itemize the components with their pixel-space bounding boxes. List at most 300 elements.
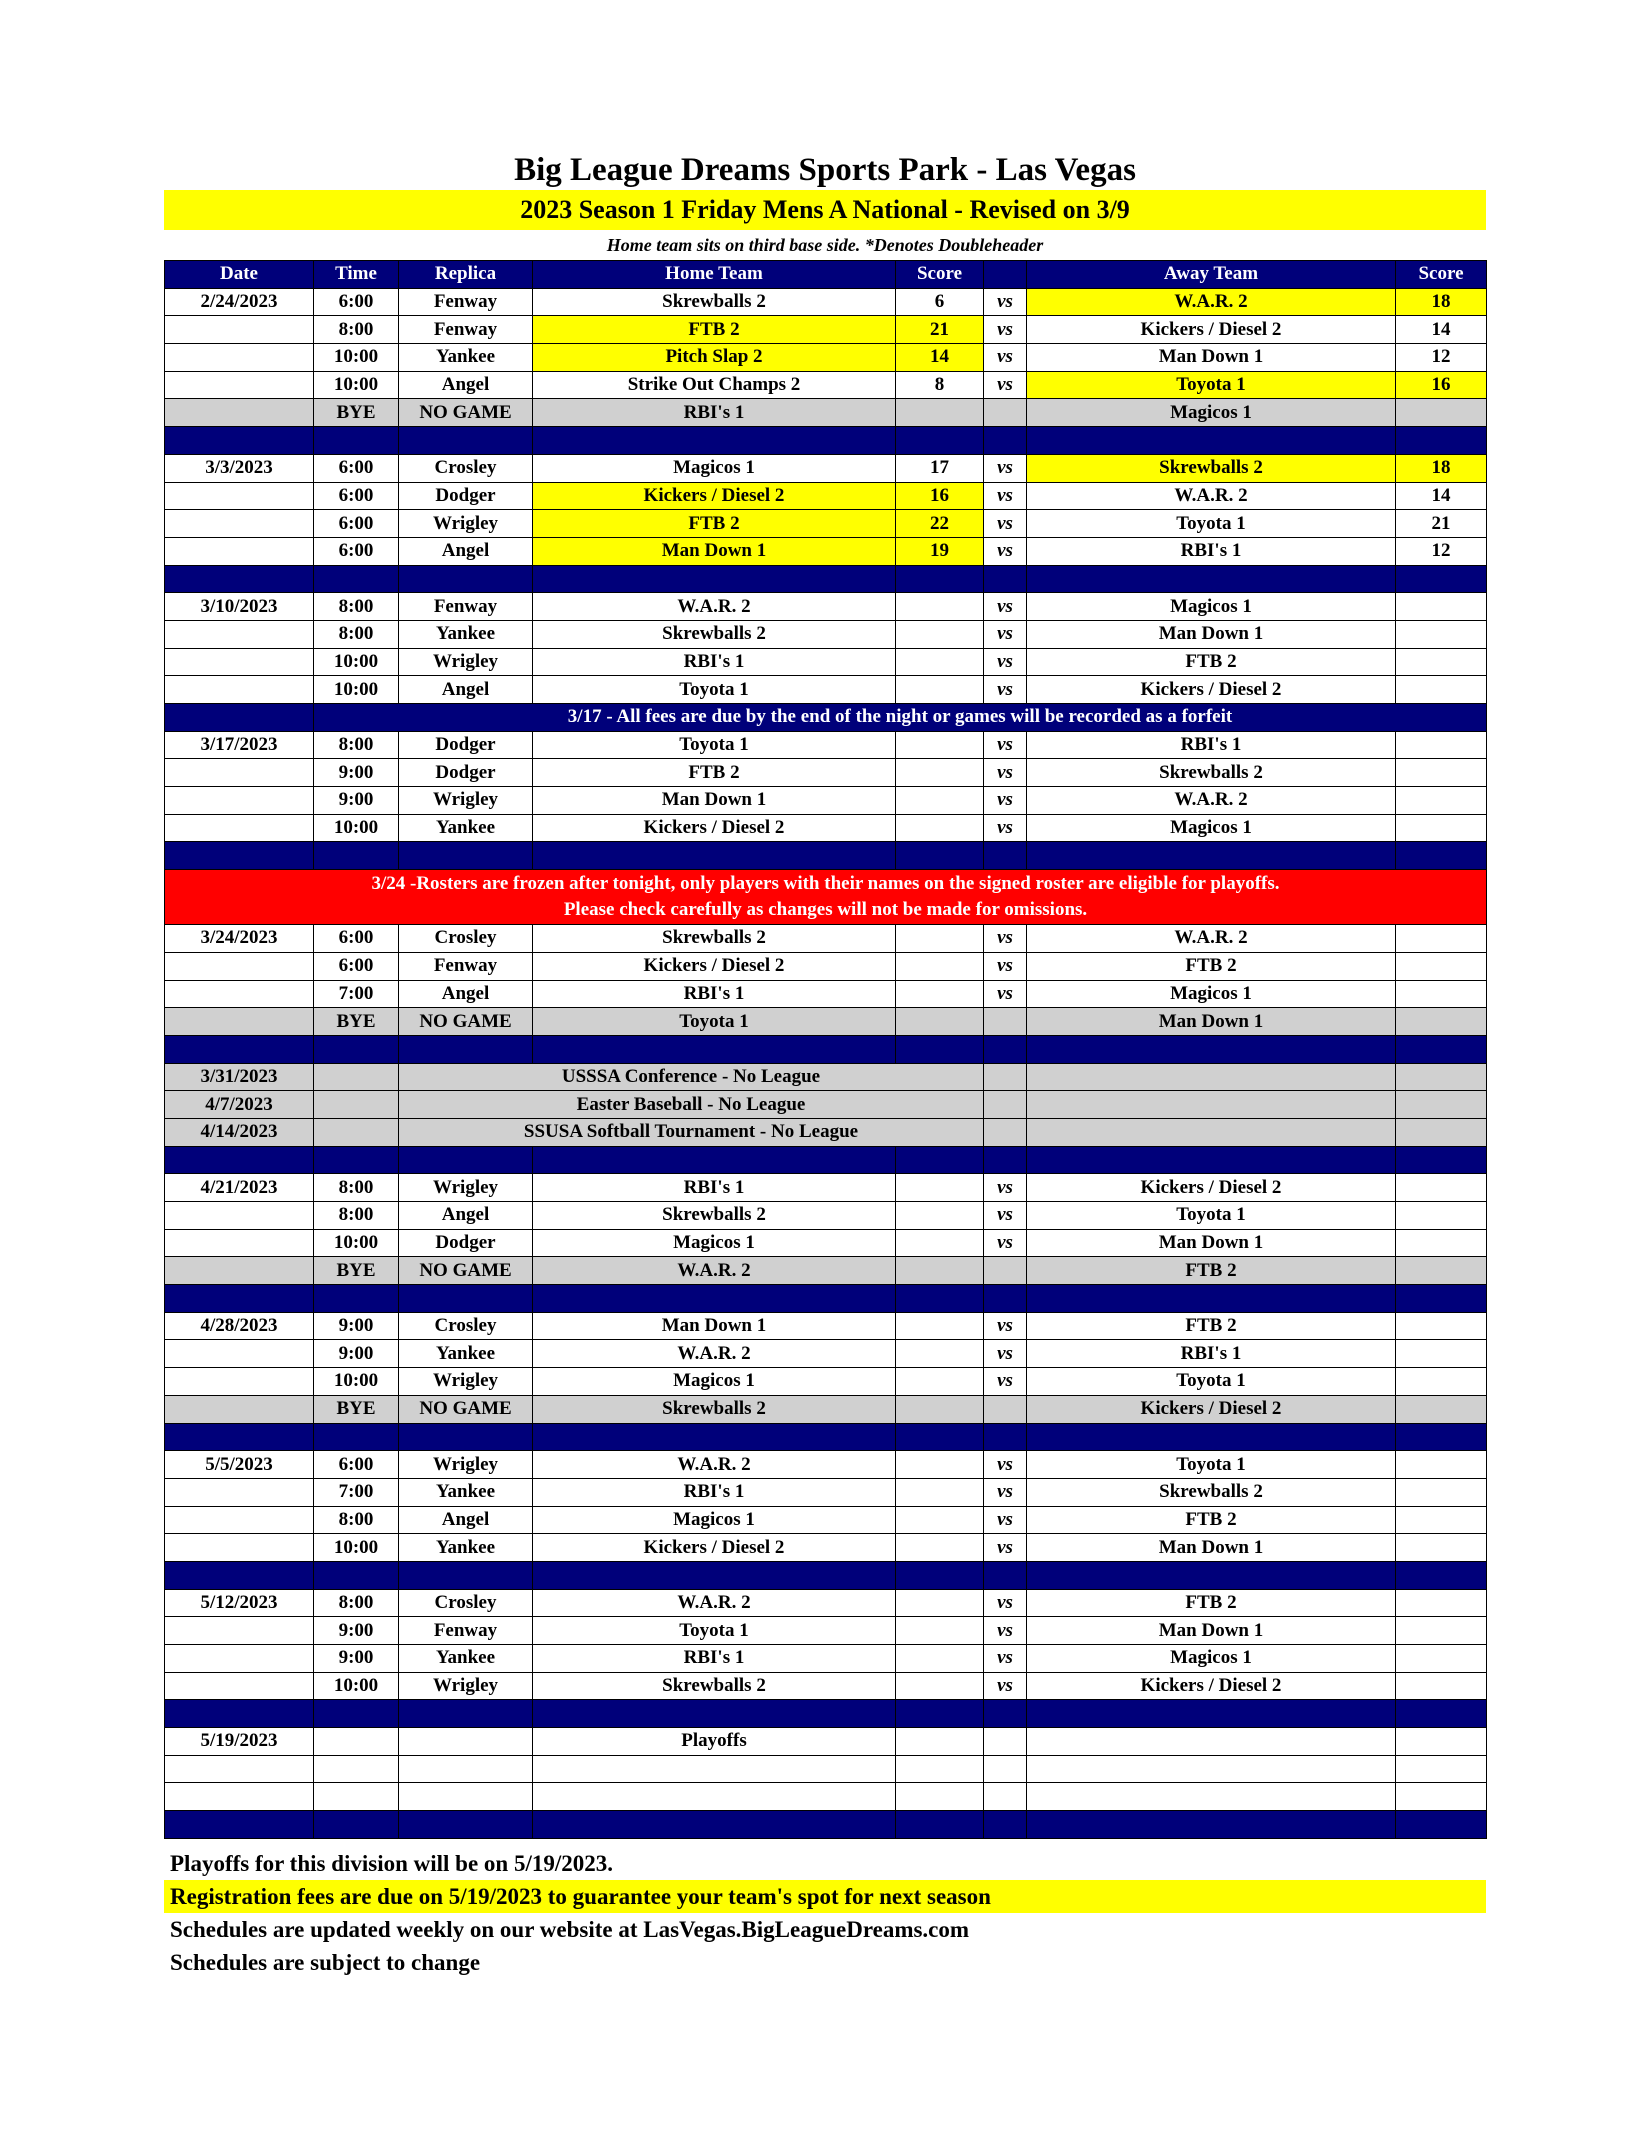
separator-cell [1396, 1811, 1487, 1839]
game-row [165, 537, 1487, 565]
away-score-cell: 14 [1396, 316, 1487, 344]
separator-cell [533, 1811, 896, 1839]
home-team-cell: Skrewballs 2 [533, 288, 896, 316]
replica-field-cell: Fenway [399, 593, 533, 621]
roster-freeze-notice-row [165, 870, 1487, 925]
date-cell: 5/5/2023 [165, 1451, 314, 1479]
home-score-cell [896, 814, 984, 842]
replica-field-cell: Fenway [399, 316, 533, 344]
game-row [165, 648, 1487, 676]
away-score-cell [1396, 1617, 1487, 1645]
game-row [165, 1312, 1487, 1340]
home-team-cell: RBI's 1 [533, 1174, 896, 1202]
away-team-cell: Kickers / Diesel 2 [1027, 316, 1396, 344]
home-team-cell: W.A.R. 2 [533, 593, 896, 621]
game-row [165, 371, 1487, 399]
page-subtitle: 2023 Season 1 Friday Mens A National - Revised on 3/9 [164, 190, 1486, 230]
away-score-cell [1396, 1257, 1487, 1285]
separator-cell [314, 842, 399, 870]
replica-field-cell: Yankee [399, 344, 533, 372]
separator-cell [984, 1035, 1027, 1063]
replica-field-cell: Fenway [399, 1617, 533, 1645]
date-cell [165, 1672, 314, 1700]
separator-cell [896, 1700, 984, 1728]
home-team-cell: Toyota 1 [533, 731, 896, 759]
time-cell: 8:00 [314, 593, 399, 621]
home-score-cell [896, 787, 984, 815]
separator-cell [984, 1423, 1027, 1451]
home-score-cell [896, 676, 984, 704]
game-row [165, 676, 1487, 704]
home-team-cell: RBI's 1 [533, 1645, 896, 1673]
date-cell: 4/7/2023 [165, 1091, 314, 1119]
separator-cell [896, 1285, 984, 1313]
away-score-cell [1396, 1451, 1487, 1479]
home-team-cell: RBI's 1 [533, 648, 896, 676]
date-cell [165, 344, 314, 372]
game-row [165, 593, 1487, 621]
separator-cell [314, 1146, 399, 1174]
home-score-cell: 22 [896, 510, 984, 538]
separator-cell [533, 427, 896, 455]
separator-cell [1396, 565, 1487, 593]
vs-cell: vs [984, 676, 1027, 704]
replica-field-cell: Wrigley [399, 1368, 533, 1396]
home-team-cell: Magicos 1 [533, 1229, 896, 1257]
vs-cell: vs [984, 787, 1027, 815]
vs-cell: vs [984, 1202, 1027, 1230]
home-team-cell: FTB 2 [533, 759, 896, 787]
vs-cell [984, 1063, 1027, 1091]
game-row [165, 759, 1487, 787]
home-score-cell [896, 1008, 984, 1036]
home-score-cell [896, 1174, 984, 1202]
away-score-cell [1396, 731, 1487, 759]
vs-cell [984, 1091, 1027, 1119]
date-cell [165, 482, 314, 510]
fee-notice-text: 3/17 - All fees are due by the end of the night or games will be recorded as a forfeit [314, 704, 1487, 732]
vs-cell: vs [984, 1368, 1027, 1396]
no-league-row [165, 1091, 1487, 1119]
replica-field-cell: Wrigley [399, 787, 533, 815]
date-cell [165, 537, 314, 565]
home-score-cell [896, 1451, 984, 1479]
away-score-cell [1396, 399, 1487, 427]
date-cell [165, 1534, 314, 1562]
separator-cell [1027, 1561, 1396, 1589]
away-score-cell: 12 [1396, 344, 1487, 372]
week-separator [165, 842, 1487, 870]
separator-cell [984, 565, 1027, 593]
date-cell [165, 980, 314, 1008]
vs-cell: vs [984, 1645, 1027, 1673]
time-cell [314, 1091, 399, 1119]
time-cell: BYE [314, 1257, 399, 1285]
separator-cell [896, 1811, 984, 1839]
away-score-cell [1396, 1229, 1487, 1257]
home-score-cell [896, 980, 984, 1008]
home-team-cell [533, 1755, 896, 1783]
time-cell: 8:00 [314, 1174, 399, 1202]
separator-cell [399, 1285, 533, 1313]
away-score-cell: 18 [1396, 288, 1487, 316]
page-title: Big League Dreams Sports Park - Las Vegas [514, 152, 1136, 188]
away-team-cell: Kickers / Diesel 2 [1027, 1672, 1396, 1700]
away-team-cell: Man Down 1 [1027, 620, 1396, 648]
time-cell: 9:00 [314, 787, 399, 815]
home-score-cell: 19 [896, 537, 984, 565]
away-team-cell: W.A.R. 2 [1027, 925, 1396, 953]
separator-cell [165, 1811, 314, 1839]
bye-row [165, 1257, 1487, 1285]
vs-cell: vs [984, 1174, 1027, 1202]
away-score-cell [1396, 1783, 1487, 1811]
separator-cell [399, 1035, 533, 1063]
date-cell: 3/10/2023 [165, 593, 314, 621]
away-score-cell [1396, 925, 1487, 953]
time-cell: 6:00 [314, 482, 399, 510]
replica-field-cell: Wrigley [399, 1672, 533, 1700]
away-score-cell: 21 [1396, 510, 1487, 538]
vs-cell: vs [984, 1229, 1027, 1257]
separator-cell [896, 1561, 984, 1589]
footer-change-note: Schedules are subject to change [170, 1949, 481, 1975]
vs-cell: vs [984, 316, 1027, 344]
away-team-cell: Toyota 1 [1027, 1451, 1396, 1479]
col-header-vs [984, 261, 1027, 289]
away-score-cell [1396, 620, 1487, 648]
away-score-cell [1396, 1174, 1487, 1202]
away-score-cell: 14 [1396, 482, 1487, 510]
home-team-cell: Magicos 1 [533, 1506, 896, 1534]
replica-field-cell: Yankee [399, 1645, 533, 1673]
time-cell [314, 1755, 399, 1783]
replica-field-cell: Yankee [399, 620, 533, 648]
replica-field-cell: Fenway [399, 952, 533, 980]
separator-cell [165, 1561, 314, 1589]
home-score-cell: 21 [896, 316, 984, 344]
separator-cell [314, 565, 399, 593]
home-team-cell: FTB 2 [533, 316, 896, 344]
home-team-cell: W.A.R. 2 [533, 1257, 896, 1285]
separator-cell [984, 1285, 1027, 1313]
away-team-cell: Toyota 1 [1027, 510, 1396, 538]
vs-cell: vs [984, 344, 1027, 372]
separator-cell [165, 427, 314, 455]
home-team-cell: W.A.R. 2 [533, 1451, 896, 1479]
bye-row [165, 1008, 1487, 1036]
replica-field-cell: Dodger [399, 1229, 533, 1257]
away-team-cell: Magicos 1 [1027, 1645, 1396, 1673]
game-row [165, 620, 1487, 648]
time-cell: 10:00 [314, 1368, 399, 1396]
home-team-cell: W.A.R. 2 [533, 1340, 896, 1368]
vs-cell: vs [984, 1617, 1027, 1645]
away-score-cell [1396, 787, 1487, 815]
date-cell [165, 316, 314, 344]
separator-cell [896, 427, 984, 455]
separator-cell [399, 565, 533, 593]
separator-cell [533, 1423, 896, 1451]
time-cell: 9:00 [314, 759, 399, 787]
time-cell: 9:00 [314, 1617, 399, 1645]
col-header-home-score: Score [896, 261, 984, 289]
week-separator [165, 1811, 1487, 1839]
away-team-cell: Magicos 1 [1027, 593, 1396, 621]
separator-cell [314, 1285, 399, 1313]
game-row [165, 1506, 1487, 1534]
separator-cell [1396, 427, 1487, 455]
game-row [165, 482, 1487, 510]
away-team-cell [1027, 1755, 1396, 1783]
away-team-cell: FTB 2 [1027, 1257, 1396, 1285]
separator-cell [1396, 1146, 1487, 1174]
game-row [165, 1783, 1487, 1811]
home-score-cell [896, 1368, 984, 1396]
game-row [165, 1589, 1487, 1617]
replica-field-cell: NO GAME [399, 1008, 533, 1036]
replica-field-cell [399, 1755, 533, 1783]
home-team-cell: Skrewballs 2 [533, 925, 896, 953]
away-score-cell [1396, 1534, 1487, 1562]
home-team-cell: RBI's 1 [533, 980, 896, 1008]
separator-cell [1027, 1423, 1396, 1451]
home-score-cell [896, 1645, 984, 1673]
time-cell: 10:00 [314, 1672, 399, 1700]
separator-cell [984, 1700, 1027, 1728]
vs-cell [984, 1783, 1027, 1811]
home-team-cell: Pitch Slap 2 [533, 344, 896, 372]
away-score-cell [1396, 1395, 1487, 1423]
footer-website-note: Schedules are updated weekly on our website at LasVegas.BigLeagueDreams.com [170, 1916, 970, 1942]
separator-cell [314, 427, 399, 455]
vs-cell: vs [984, 1451, 1027, 1479]
away-score-cell [1396, 1755, 1487, 1783]
away-score-cell [1396, 1312, 1487, 1340]
date-cell [165, 1257, 314, 1285]
date-cell [165, 1368, 314, 1396]
vs-cell: vs [984, 980, 1027, 1008]
replica-field-cell: Yankee [399, 1534, 533, 1562]
home-score-cell [896, 399, 984, 427]
away-score-cell [1396, 1202, 1487, 1230]
vs-cell: vs [984, 1506, 1027, 1534]
away-score-cell [1396, 1368, 1487, 1396]
vs-cell [984, 1008, 1027, 1036]
home-score-cell [896, 952, 984, 980]
home-team-cell: FTB 2 [533, 510, 896, 538]
replica-field-cell: Wrigley [399, 1451, 533, 1479]
replica-field-cell [399, 1783, 533, 1811]
date-cell [165, 620, 314, 648]
time-cell: 8:00 [314, 1589, 399, 1617]
separator-cell [165, 1146, 314, 1174]
time-cell: 8:00 [314, 316, 399, 344]
home-score-cell [896, 1672, 984, 1700]
replica-field-cell: Wrigley [399, 648, 533, 676]
away-score-cell [1396, 593, 1487, 621]
home-team-cell: Man Down 1 [533, 537, 896, 565]
separator-cell [399, 1700, 533, 1728]
away-score-cell [1396, 1672, 1487, 1700]
vs-cell: vs [984, 593, 1027, 621]
game-row [165, 510, 1487, 538]
away-team-cell: FTB 2 [1027, 1312, 1396, 1340]
away-score-cell [1396, 1506, 1487, 1534]
away-team-cell: Man Down 1 [1027, 1534, 1396, 1562]
time-cell: 6:00 [314, 925, 399, 953]
separator-cell [896, 565, 984, 593]
vs-cell [984, 1118, 1027, 1146]
away-score-cell [1396, 814, 1487, 842]
banner-spacer [165, 704, 314, 732]
home-team-cell: Kickers / Diesel 2 [533, 482, 896, 510]
bye-row [165, 399, 1487, 427]
home-score-cell [896, 1728, 984, 1756]
date-cell [165, 1395, 314, 1423]
vs-cell [984, 1257, 1027, 1285]
away-team-cell [1027, 1063, 1396, 1091]
away-team-cell: FTB 2 [1027, 1506, 1396, 1534]
home-team-cell: Magicos 1 [533, 454, 896, 482]
away-score-cell: 18 [1396, 454, 1487, 482]
separator-cell [314, 1561, 399, 1589]
game-row [165, 814, 1487, 842]
col-header-home-team: Home Team [533, 261, 896, 289]
home-score-cell [896, 620, 984, 648]
replica-field-cell: NO GAME [399, 1395, 533, 1423]
separator-cell [533, 1146, 896, 1174]
home-score-cell [896, 1589, 984, 1617]
away-score-cell [1396, 676, 1487, 704]
vs-cell: vs [984, 1589, 1027, 1617]
roster-freeze-line-1: 3/24 -Rosters are frozen after tonight, only players with their names on the signed roster are eligible for playoffs. [371, 873, 1280, 895]
separator-cell [533, 842, 896, 870]
replica-field-cell: Crosley [399, 454, 533, 482]
game-row [165, 288, 1487, 316]
replica-field-cell: NO GAME [399, 1257, 533, 1285]
away-team-cell: Man Down 1 [1027, 1008, 1396, 1036]
replica-field-cell: NO GAME [399, 399, 533, 427]
separator-cell [896, 842, 984, 870]
home-team-cell: Man Down 1 [533, 787, 896, 815]
time-cell: 6:00 [314, 510, 399, 538]
away-score-cell: 12 [1396, 537, 1487, 565]
separator-cell [1027, 1285, 1396, 1313]
home-score-cell: 14 [896, 344, 984, 372]
separator-cell [1396, 1285, 1487, 1313]
date-cell [165, 952, 314, 980]
vs-cell: vs [984, 1312, 1027, 1340]
away-score-cell [1396, 1645, 1487, 1673]
vs-cell: vs [984, 371, 1027, 399]
separator-cell [1027, 1811, 1396, 1839]
time-cell: 6:00 [314, 1451, 399, 1479]
vs-cell: vs [984, 1534, 1027, 1562]
date-cell [165, 1783, 314, 1811]
date-cell [165, 371, 314, 399]
home-score-cell: 17 [896, 454, 984, 482]
date-cell: 5/12/2023 [165, 1589, 314, 1617]
vs-cell: vs [984, 814, 1027, 842]
time-cell: 8:00 [314, 1202, 399, 1230]
week-separator [165, 1146, 1487, 1174]
replica-field-cell: Yankee [399, 1478, 533, 1506]
home-team-cell: Toyota 1 [533, 1008, 896, 1036]
date-cell: 4/14/2023 [165, 1118, 314, 1146]
replica-field-cell: Dodger [399, 731, 533, 759]
vs-cell [984, 1755, 1027, 1783]
replica-field-cell: Angel [399, 537, 533, 565]
date-cell [165, 787, 314, 815]
time-cell [314, 1783, 399, 1811]
away-team-cell: RBI's 1 [1027, 537, 1396, 565]
time-cell: 10:00 [314, 1534, 399, 1562]
home-team-cell: Strike Out Champs 2 [533, 371, 896, 399]
date-cell [165, 1506, 314, 1534]
home-team-note: Home team sits on third base side. *Denotes Doubleheader [606, 235, 1044, 255]
time-cell: 10:00 [314, 1229, 399, 1257]
date-cell [165, 1202, 314, 1230]
time-cell: 6:00 [314, 952, 399, 980]
schedule-body [165, 288, 1487, 1838]
replica-field-cell: Yankee [399, 814, 533, 842]
fee-notice-row [165, 704, 1487, 732]
away-team-cell: Toyota 1 [1027, 371, 1396, 399]
game-row [165, 1229, 1487, 1257]
separator-cell [533, 1035, 896, 1063]
game-row [165, 731, 1487, 759]
home-team-cell: RBI's 1 [533, 399, 896, 427]
game-row [165, 1645, 1487, 1673]
away-team-cell: Skrewballs 2 [1027, 1478, 1396, 1506]
away-team-cell: Kickers / Diesel 2 [1027, 1174, 1396, 1202]
vs-cell: vs [984, 648, 1027, 676]
separator-cell [399, 1561, 533, 1589]
separator-cell [533, 1285, 896, 1313]
replica-field-cell: Dodger [399, 482, 533, 510]
separator-cell [896, 1423, 984, 1451]
home-team-cell: Toyota 1 [533, 676, 896, 704]
separator-cell [314, 1811, 399, 1839]
vs-cell [984, 1728, 1027, 1756]
schedule-table [164, 260, 1487, 1839]
date-cell [165, 814, 314, 842]
vs-cell: vs [984, 482, 1027, 510]
no-league-text: Easter Baseball - No League [399, 1091, 984, 1119]
week-separator [165, 1285, 1487, 1313]
separator-cell [314, 1035, 399, 1063]
home-score-cell [896, 1202, 984, 1230]
date-cell [165, 1645, 314, 1673]
away-score-cell [1396, 1008, 1487, 1036]
home-score-cell [896, 1506, 984, 1534]
vs-cell: vs [984, 925, 1027, 953]
home-team-cell: Skrewballs 2 [533, 1672, 896, 1700]
time-cell: 10:00 [314, 371, 399, 399]
replica-field-cell: Crosley [399, 1312, 533, 1340]
replica-field-cell: Crosley [399, 1589, 533, 1617]
date-cell [165, 1340, 314, 1368]
vs-cell: vs [984, 1672, 1027, 1700]
game-row [165, 1672, 1487, 1700]
separator-cell [165, 1285, 314, 1313]
vs-cell: vs [984, 288, 1027, 316]
home-score-cell [896, 1312, 984, 1340]
away-team-cell [1027, 1728, 1396, 1756]
away-team-cell: Toyota 1 [1027, 1368, 1396, 1396]
bye-row [165, 1395, 1487, 1423]
